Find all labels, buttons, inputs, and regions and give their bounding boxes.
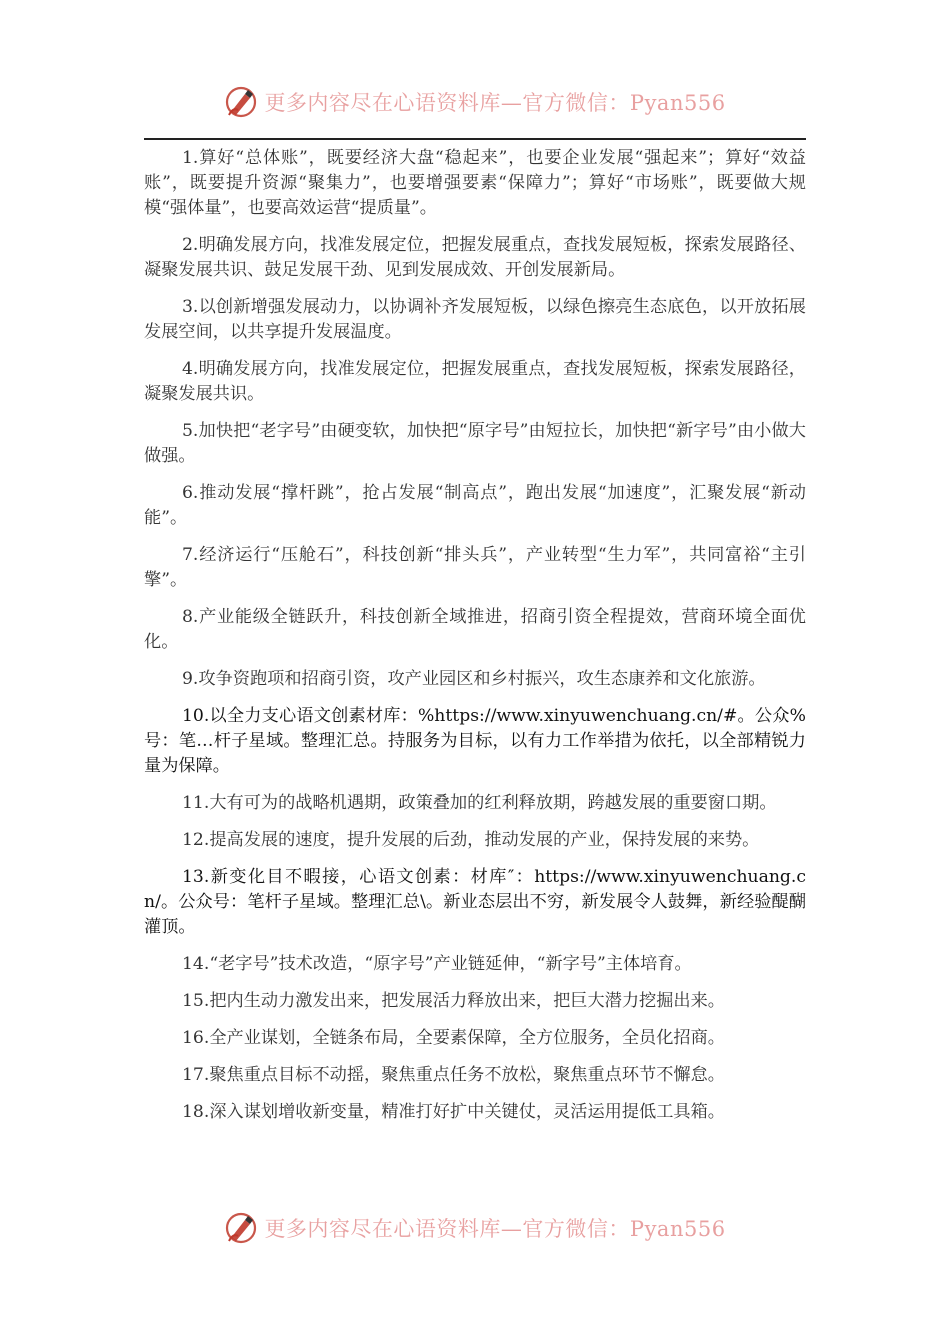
paragraph-16: 16.全产业谋划，全链条布局，全要素保障，全方位服务，全员化招商。 — [182, 1028, 725, 1048]
paragraph-5: 5.加快把“老字号”由硬变软，加快把“原字号”由短拉长，加快把“新字号”由小做大做强。 — [144, 421, 806, 466]
banner-text: 更多内容尽在心语资料库—官方微信：Pyan556 — [264, 91, 726, 115]
document-body — [144, 146, 806, 1137]
paragraph-1: 1.算好“总体账”，既要经济大盘“稳起来”，也要企业发展“强起来”；算好“效益账”，既要提升资源“聚集力”，也要增强要素“保障力”；算好“市场账”，既要做大规模“强体量”，也要高效运营“提质量”。 — [144, 148, 806, 218]
paragraph-3: 3.以创新增强发展动力，以协调补齐发展短板，以绿色擦亮生态底色，以开放拓展发展空间，以共享提升发展温度。 — [144, 297, 806, 342]
paragraph-9: 9.攻争资跑项和招商引资，攻产业园区和乡村振兴，攻生态康养和文化旅游。 — [182, 669, 766, 689]
paragraph-6: 6.推动发展“撑杆跳”，抢占发展“制高点”，跑出发展“加速度”，汇聚发展“新动能”。 — [144, 483, 806, 528]
paragraph-10: 10.以全力支心语文创素材库：%https://www.xinyuwenchuang.cn/#。公众%号：笔…杆子星域。整理汇总。持服务为目标，以有力工作举措为依托，以全部精锐力量为保障。 — [144, 706, 806, 776]
paragraph-4: 4.明确发展方向，找准发展定位，把握发展重点，查找发展短板，探索发展路径，凝聚发展共识。 — [144, 359, 806, 404]
banner-text: 更多内容尽在心语资料库—官方微信：Pyan556 — [264, 1217, 726, 1241]
pen-nib-logo-icon — [224, 85, 258, 119]
paragraph-8: 8.产业能级全链跃升，科技创新全域推进，招商引资全程提效，营商环境全面优化。 — [144, 607, 806, 652]
paragraph-18: 18.深入谋划增收新变量，精准打好扩中关键仗，灵活运用提低工具箱。 — [182, 1102, 725, 1122]
header-banner — [0, 80, 950, 124]
paragraph-15: 15.把内生动力激发出来，把发展活力释放出来，把巨大潜力挖掘出来。 — [182, 991, 725, 1011]
paragraph-2: 2.明确发展方向，找准发展定位，把握发展重点，查找发展短板，探索发展路径、凝聚发展共识、鼓足发展干劲、见到发展成效、开创发展新局。 — [144, 235, 806, 280]
paragraph-12: 12.提高发展的速度，提升发展的后劲，推动发展的产业，保持发展的来势。 — [182, 830, 760, 850]
pen-nib-logo-icon — [224, 1211, 258, 1245]
footer-banner — [0, 1206, 950, 1250]
header-divider — [144, 138, 806, 140]
paragraph-17: 17.聚焦重点目标不动摇，聚焦重点任务不放松，聚焦重点环节不懈怠。 — [182, 1065, 725, 1085]
paragraph-7: 7.经济运行“压舱石”，科技创新“排头兵”，产业转型“生力军”，共同富裕“主引擎”。 — [144, 545, 806, 590]
paragraph-14: 14.“老字号”技术改造，“原字号”产业链延伸，“新字号”主体培育。 — [182, 954, 692, 974]
paragraph-13: 13.新变化目不暇接，心语文创素：材库″：https://www.xinyuwenchuang.cn/。公众号：笔杆子星域。整理汇总\。新业态层出不穷，新发展令人鼓舞，新经验醍醐灌顶。 — [144, 867, 806, 937]
paragraph-11: 11.大有可为的战略机遇期，政策叠加的红利释放期，跨越发展的重要窗口期。 — [182, 793, 777, 813]
